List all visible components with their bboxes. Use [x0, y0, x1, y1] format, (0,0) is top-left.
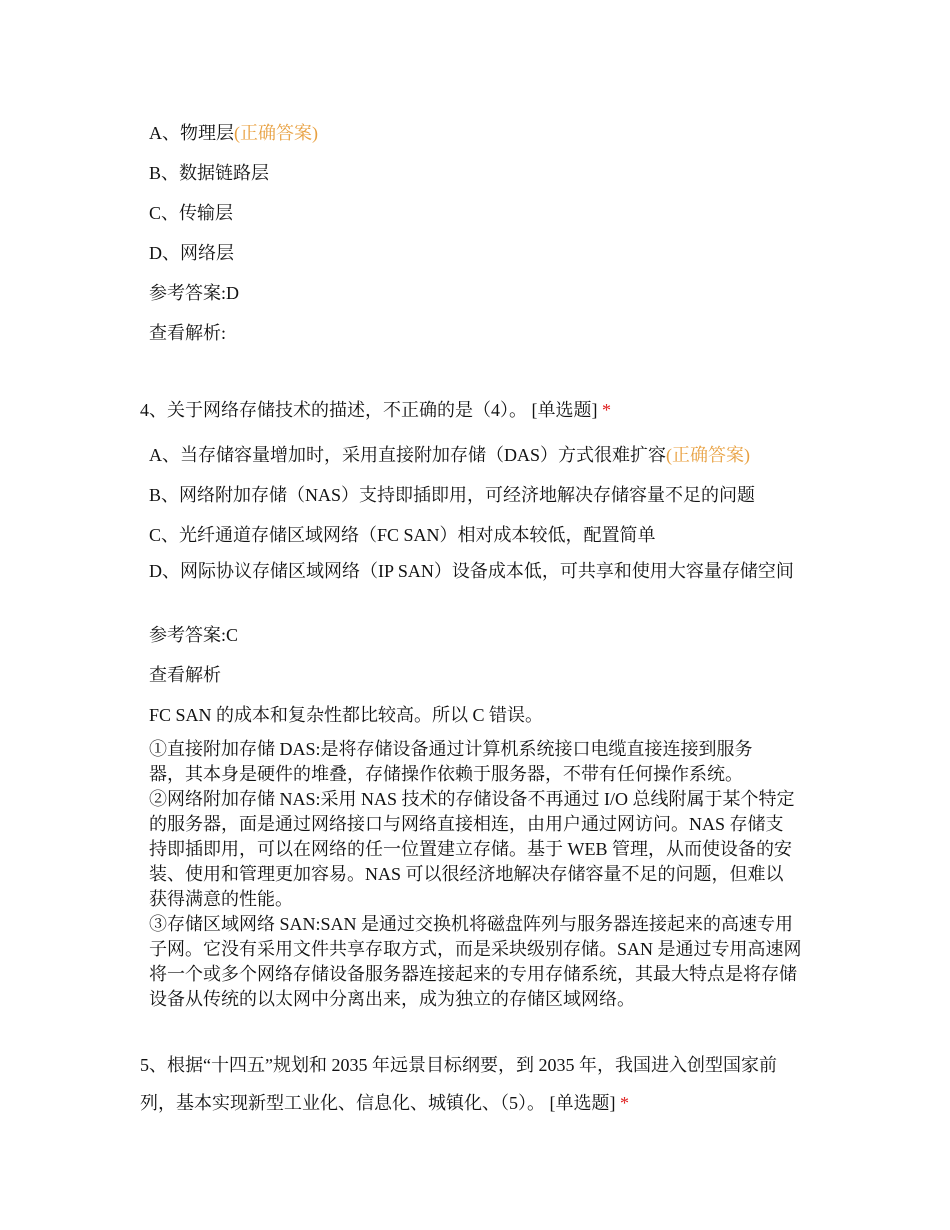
option-c[interactable] [149, 193, 809, 233]
option-c[interactable] [149, 515, 809, 555]
required-marker: * [620, 1093, 629, 1113]
option-d[interactable] [149, 233, 809, 273]
analysis-nas: ②网络附加存储 NAS:采用 NAS 技术的存储设备不再通过 I/O 总线附属于某个特定的服务器，面是通过网络接口与网络直接相连，由用户通过网访问。NAS 存储支持即插即用，可以在网络的任一位置建立存储。基于 WEB 管理，从而使设备的安装、使用和管理更加容易。NAS 可以很经济地解决存储容量不足的问题，但难以获得满意的性能。 [149, 789, 795, 909]
option-text: D、网际协议存储区域网络（IP SAN）设备成本低，可共享和使用大容量存储空间 [149, 561, 794, 581]
option-a[interactable] [149, 435, 809, 475]
reference-answer: 参考答案:D [149, 283, 239, 303]
correct-answer-tag: (正确答案) [666, 445, 751, 465]
q4-section [149, 435, 809, 1012]
correct-answer-tag: (正确答案) [234, 123, 318, 143]
view-analysis[interactable]: 查看解析 [149, 665, 221, 685]
question-4-title [140, 390, 810, 430]
option-text: C、光纤通道存储区域网络（FC SAN）相对成本较低，配置简单 [149, 525, 656, 545]
option-a[interactable] [149, 113, 809, 153]
question-text: 5、根据“十四五”规划和 2035 年远景目标纲要，到 2035 年，我国进入创型国家前列，基本实现新型工业化、信息化、城镇化、（5）。 [单选题] [140, 1055, 777, 1113]
option-text: D、网络层 [149, 243, 234, 263]
question-5-title [140, 1046, 800, 1122]
view-analysis[interactable]: 查看解析: [149, 323, 227, 343]
question-text: 4、关于网络存储技术的描述，不正确的是（4）。 [单选题] [140, 400, 598, 420]
option-text: B、网络附加存储（NAS）支持即插即用，可经济地解决存储容量不足的问题 [149, 485, 756, 505]
option-text: A、当存储容量增加时，采用直接附加存储（DAS）方式很难扩容 [149, 445, 667, 465]
analysis-das: ①直接附加存储 DAS:是将存储设备通过计算机系统接口电缆直接连接到服务器，其本身是硬件的堆叠，存储操作依赖于服务器，不带有任何操作系统。 [149, 739, 753, 784]
option-text: B、数据链路层 [149, 163, 270, 183]
reference-answer: 参考答案:C [149, 625, 239, 645]
q3-section [149, 113, 809, 353]
option-b[interactable] [149, 475, 809, 515]
required-marker: * [602, 400, 611, 420]
analysis-san: ③存储区域网络 SAN:SAN 是通过交换机将磁盘阵列与服务器连接起来的高速专用子网。它没有采用文件共享存取方式，而是采块级别存储。SAN 是通过专用高速网将一个或多个网络存储设备服务器连接起来的专用存储系统，其最大特点是将存储设备从传统的以太网中分离出来，成为独立的存储区域网络。 [149, 914, 802, 1009]
option-b[interactable] [149, 153, 809, 193]
option-d[interactable] [149, 555, 804, 615]
option-text: C、传输层 [149, 203, 234, 223]
option-text: A、物理层 [149, 123, 234, 143]
analysis-summary: FC SAN 的成本和复杂性都比较高。所以 C 错误。 [149, 705, 544, 725]
